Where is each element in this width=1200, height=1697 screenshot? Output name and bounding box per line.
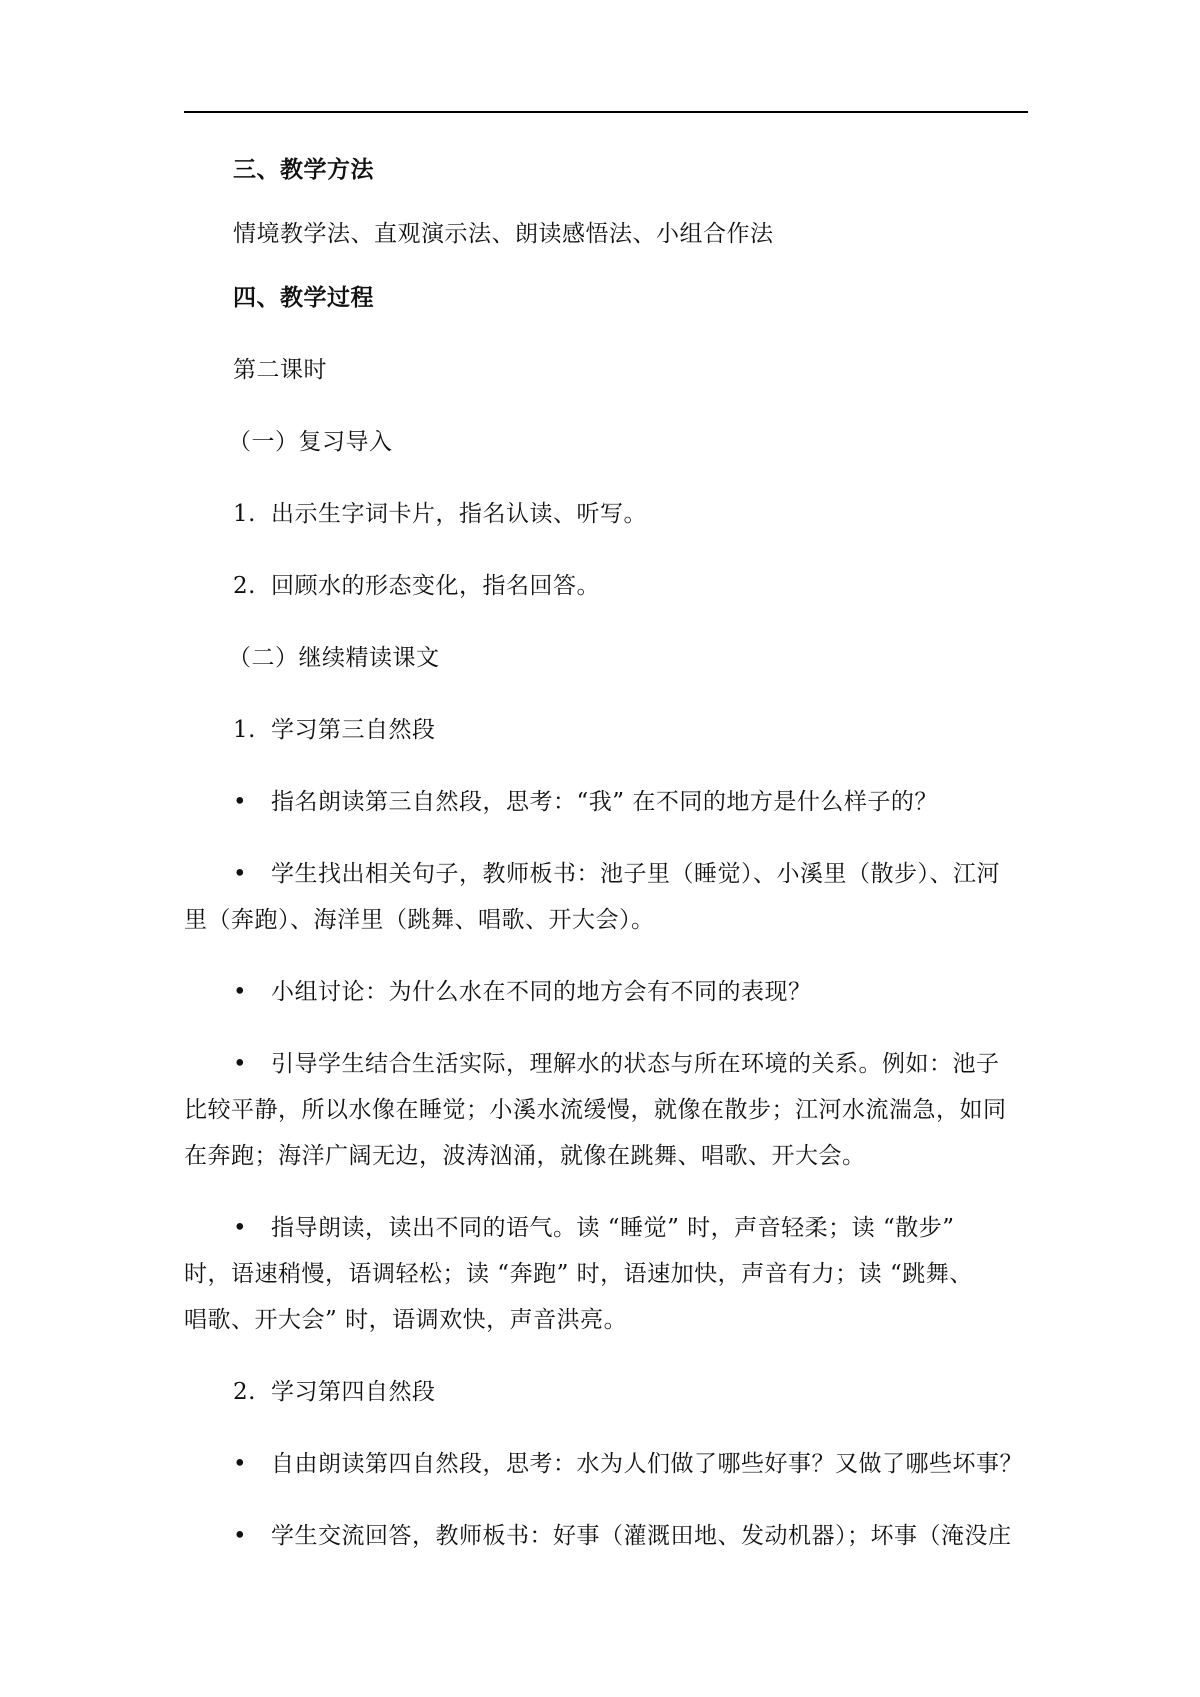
item-text: 学习第四自然段: [271, 1379, 436, 1405]
bullet-item-5-line-3: 唱歌、开大会” 时，语调欢快，声音洪亮。: [184, 1307, 628, 1333]
bullet-item-6: [233, 1449, 1023, 1479]
bullet-item-5-line-1: [233, 1213, 954, 1243]
part1-title: （一）复习导入: [228, 429, 393, 455]
item-text: 学习第三自然段: [271, 717, 436, 743]
bullet-text: 引导学生结合生活实际，理解水的状态与所在环境的关系。例如：池子: [271, 1051, 1000, 1077]
bullet-item-5-line-2: 时，语速稍慢，语调轻松；读 “奔跑” 时，语速加快，声音有力；读 “跳舞、: [184, 1261, 973, 1287]
part2-title: （二）继续精读课文: [228, 645, 440, 671]
bullet-text: 小组讨论：为什么水在不同的地方会有不同的表现？: [271, 979, 812, 1005]
lesson-label: 第二课时: [233, 357, 327, 383]
bullet-item-1: [233, 787, 938, 817]
part2-sub-2: [233, 1377, 436, 1407]
bullet-icon: •: [233, 979, 248, 1005]
bullet-text: 自由朗读第四自然段，思考：水为人们做了哪些好事？又做了哪些坏事？: [271, 1451, 1023, 1477]
item-number: 2.: [233, 573, 256, 599]
bullet-item-3: [233, 977, 812, 1007]
item-text: 回顾水的形态变化，指名回答。: [271, 573, 600, 599]
item-number: 1.: [233, 717, 256, 743]
bullet-icon: •: [233, 861, 248, 887]
methods-heading: 三、教学方法: [233, 157, 374, 183]
bullet-text: 指导朗读，读出不同的语气。读 “睡觉” 时，声音轻柔；读 “散步”: [271, 1215, 955, 1241]
bullet-icon: •: [233, 1215, 248, 1241]
bullet-item-4-line-1: [233, 1049, 1000, 1079]
bullet-item-7: [233, 1521, 1012, 1551]
bullet-icon: •: [233, 1523, 248, 1549]
bullet-text: 学生交流回答，教师板书：好事（灌溉田地、发动机器）；坏事（淹没庄: [271, 1523, 1012, 1549]
bullet-icon: •: [233, 1051, 248, 1077]
bullet-item-4-line-3: 在奔跑；海洋广阔无边，波涛汹涌，就像在跳舞、唱歌、开大会。: [184, 1143, 866, 1169]
bullet-icon: •: [233, 1451, 248, 1477]
bullet-text: 学生找出相关句子，教师板书：池子里（睡觉）、小溪里（散步）、江河: [271, 861, 1000, 887]
part1-item-2: [233, 571, 600, 601]
item-number: 2.: [233, 1379, 256, 1405]
methods-text: 情境教学法、直观演示法、朗读感悟法、小组合作法: [233, 221, 774, 247]
bullet-text: 指名朗读第三自然段，思考：“我” 在不同的地方是什么样子的？: [271, 789, 938, 815]
process-heading: 四、教学过程: [233, 285, 374, 311]
part1-item-1: [233, 499, 647, 529]
header-rule: [184, 111, 1028, 113]
part2-sub-1: [233, 715, 436, 745]
item-number: 1.: [233, 501, 256, 527]
bullet-item-4-line-2: 比较平静，所以水像在睡觉；小溪水流缓慢，就像在散步；江河水流湍急，如同: [184, 1097, 1007, 1123]
bullet-item-2-line-1: [233, 859, 1028, 889]
bullet-item-2-line-2: 里（奔跑）、海洋里（跳舞、唱歌、开大会）。: [184, 907, 655, 933]
item-text: 出示生字词卡片，指名认读、听写。: [271, 501, 647, 527]
bullet-icon: •: [233, 789, 248, 815]
